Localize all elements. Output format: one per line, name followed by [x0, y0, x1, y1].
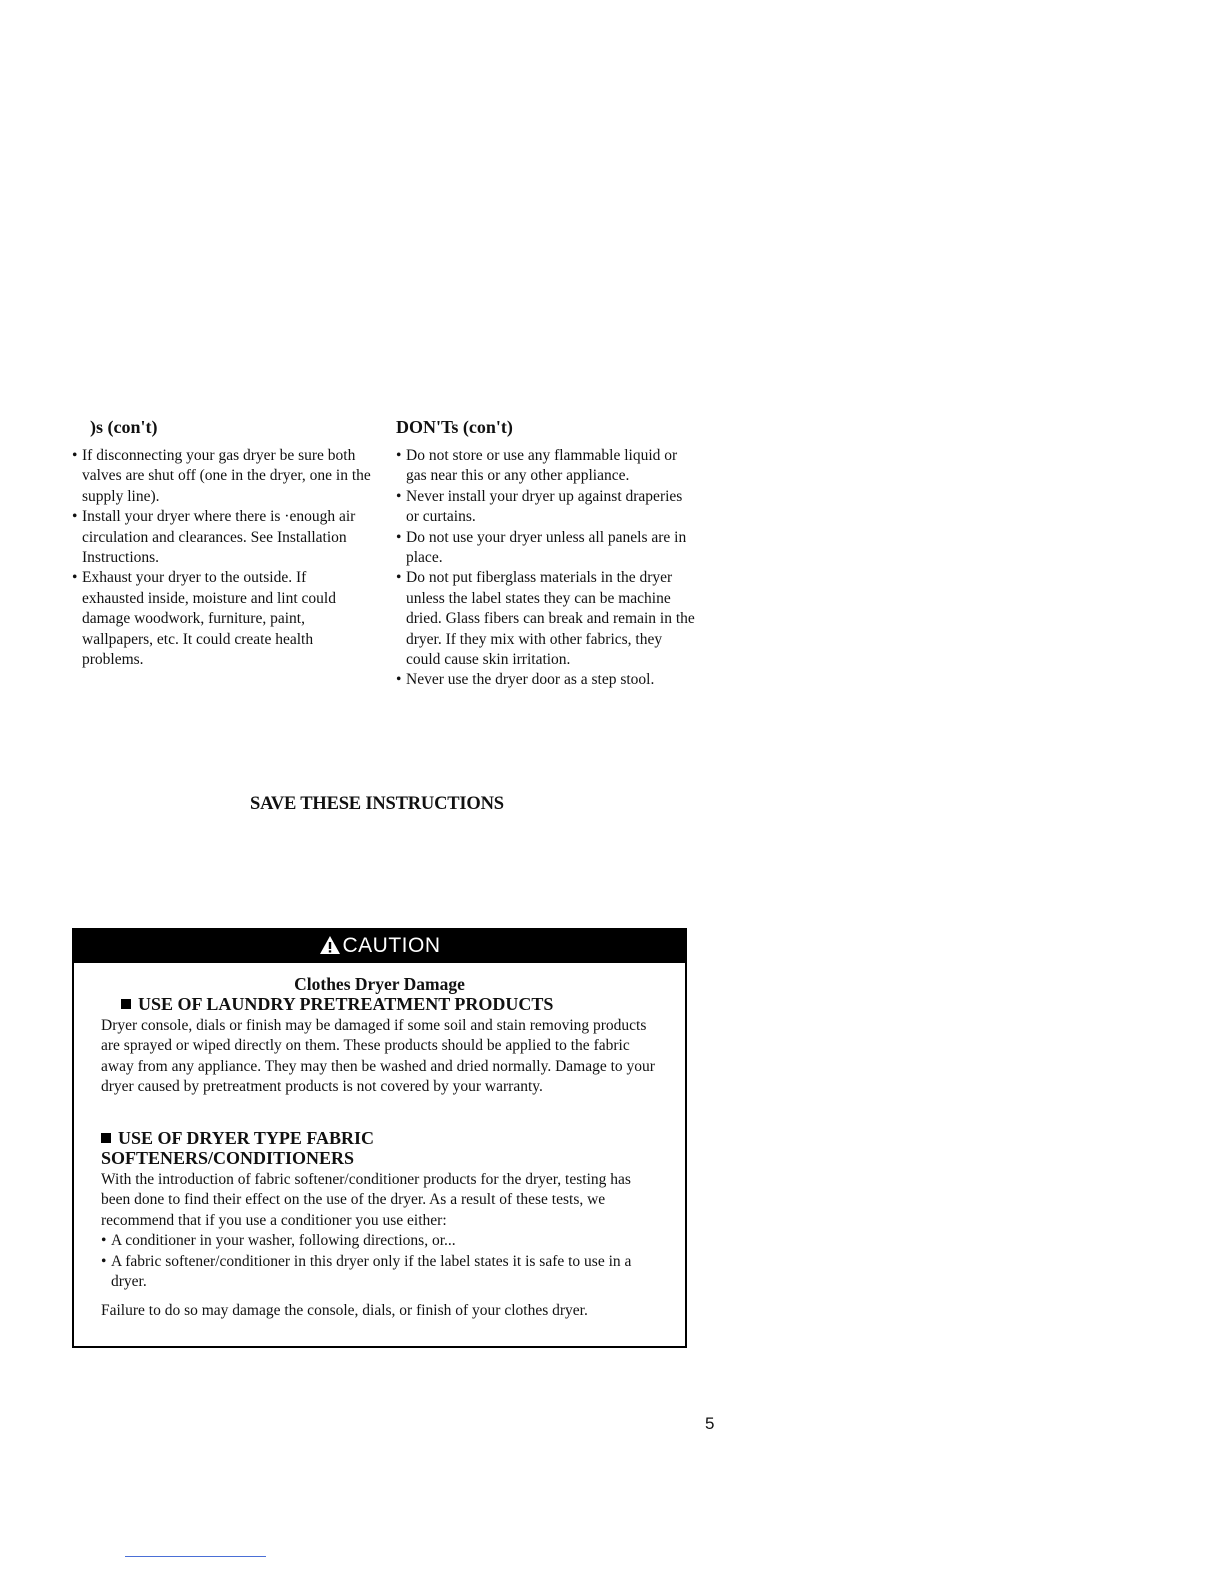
paragraph-text: With the introduction of fabric softener/conditioner products for the dryer, testing has been done to find their effect on the use of the dryer. As a result of these tests, we recommend that if you use a conditioner you use either:	[101, 1171, 631, 1229]
page-number: 5	[705, 1414, 715, 1433]
donts-heading: DON'Ts (con't)	[396, 417, 513, 437]
caution-banner	[72, 928, 687, 963]
list-item: • If disconnecting your gas dryer be sure both valves are shut off (one in the dryer, one in the supply line).	[72, 446, 372, 507]
paragraph-text: Failure to do so may damage the console, dials, or finish of your clothes dryer.	[101, 1302, 588, 1320]
pretreatment-paragraph	[101, 1016, 661, 1098]
donts-column	[396, 416, 696, 691]
softeners-paragraph	[101, 1170, 661, 1322]
section-heading-softeners	[101, 1128, 374, 1168]
list-item: • Exhaust your dryer to the outside. If exhausted inside, moisture and lint could damage woodwork, furniture, paint, wallpapers, etc. It could create health problems.	[72, 568, 372, 670]
section-heading-text: USE OF LAUNDRY PRETREATMENT PRODUCTS	[138, 994, 554, 1014]
paragraph-text: Dryer console, dials or finish may be damaged if some soil and stain removing products are sprayed or wiped directly on them. These products should be applied to the fabric away from any appliance. They may then be washed and dried normally. Damage to your dryer caused by pretreatment products is not covered by your warranty.	[101, 1017, 655, 1096]
square-bullet-icon	[101, 1133, 111, 1143]
section-heading-pretreatment	[121, 994, 553, 1014]
caution-subtitle: Clothes Dryer Damage	[294, 974, 465, 994]
list-item: • Do not use your dryer unless all panels are in place.	[396, 528, 696, 569]
dos-list	[72, 446, 372, 670]
list-item: • Never use the dryer door as a step stool.	[396, 670, 696, 690]
caution-box	[72, 928, 687, 1348]
list-item: • A conditioner in your washer, following directions, or...	[101, 1231, 661, 1251]
dos-column	[72, 416, 372, 670]
footer-rule	[125, 1556, 266, 1557]
softener-options-list	[101, 1231, 661, 1292]
donts-list	[396, 446, 696, 691]
list-item: • Do not put fiberglass materials in the dryer unless the label states they can be machine dried. Glass fibers can break and remain in the dryer. If they mix with other fabrics, they could cause skin irritation.	[396, 568, 696, 670]
list-item: • Install your dryer where there is ·enough air circulation and clearances. See Installation Instructions.	[72, 507, 372, 568]
list-item: • A fabric softener/conditioner in this dryer only if the label states it is safe to use in a dryer.	[101, 1252, 661, 1293]
list-item: • Do not store or use any flammable liquid or gas near this or any other appliance.	[396, 446, 696, 487]
caution-label: CAUTION	[342, 934, 441, 957]
dos-heading: )s (con't)	[90, 417, 158, 437]
save-instructions-heading: SAVE THESE INSTRUCTIONS	[250, 794, 504, 814]
section-heading-text: SOFTENERS/CONDITIONERS	[101, 1148, 355, 1168]
list-item: • Never install your dryer up against draperies or curtains.	[396, 487, 696, 528]
square-bullet-icon	[121, 999, 131, 1009]
warning-triangle-icon	[319, 931, 341, 967]
section-heading-text: USE OF DRYER TYPE FABRIC	[118, 1128, 375, 1148]
